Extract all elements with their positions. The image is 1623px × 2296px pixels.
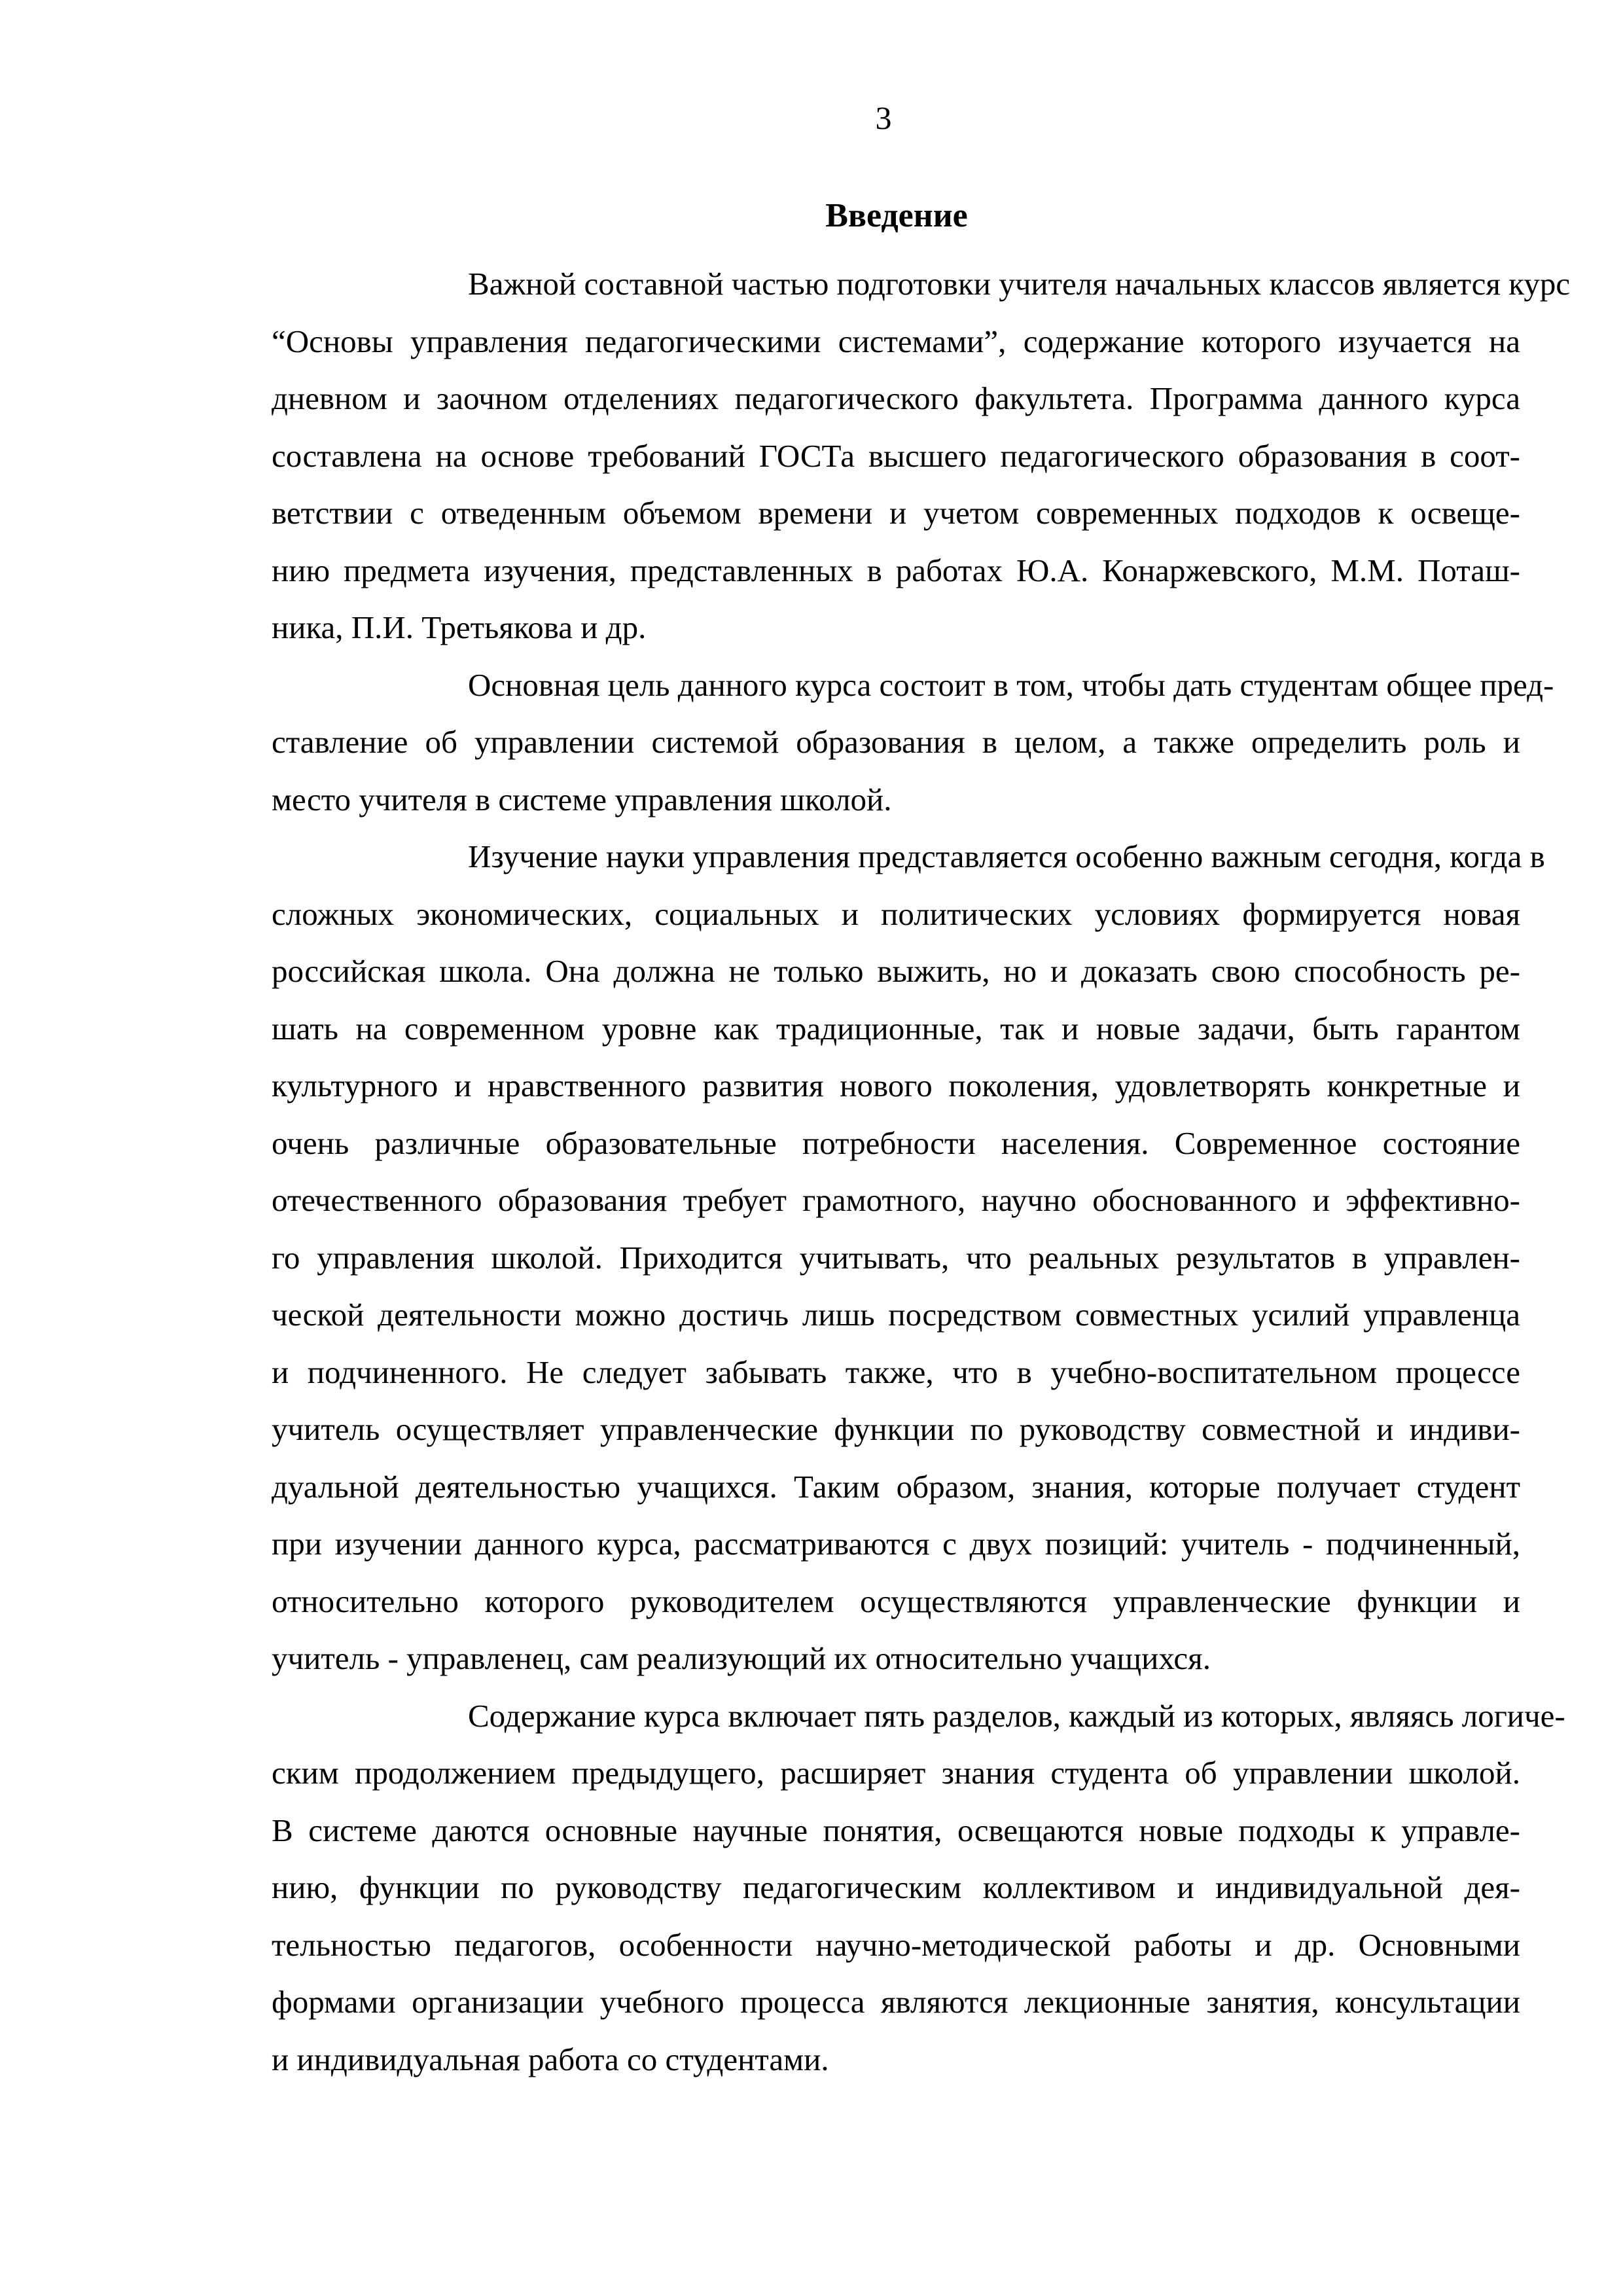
text-line: нию, функции по руководству педагогическим коллективом и индивидуальной дея- — [272, 1869, 1520, 1905]
text-line: ветствии с отведенным объемом времени и учетом современных подходов к освеще- — [272, 495, 1520, 531]
text-line: Содержание курса включает пять разделов, каждый из которых, являясь логиче- — [468, 1697, 1565, 1734]
text-line: и индивидуальная работа со студентами. — [272, 2041, 829, 2077]
text-line: Изучение науки управления представляется особенно важным сегодня, когда в — [468, 838, 1545, 874]
text-line: дуальной деятельностью учащихся. Таким образом, знания, которые получает студент — [272, 1468, 1520, 1505]
text-line: дневном и заочном отделениях педагогического факультета. Программа данного курса — [272, 380, 1520, 416]
text-line: ника, П.И. Третьякова и др. — [272, 609, 647, 645]
text-line: шать на современном уровне как традиционные, так и новые задачи, быть гарантом — [272, 1010, 1520, 1047]
text-line: ставление об управлении системой образования в целом, а также определить роль и — [272, 724, 1520, 760]
text-line: и подчиненного. Не следует забывать также, что в учебно-воспитательном процессе — [272, 1354, 1520, 1390]
text-line: “Основы управления педагогическими системами”, содержание которого изучается на — [272, 323, 1520, 359]
paragraph-4 — [272, 1687, 1565, 2089]
paragraph-2 — [272, 656, 1554, 829]
page-title: Введение — [825, 197, 968, 234]
paragraph-3 — [272, 828, 1545, 1687]
text-line: сложных экономических, социальных и политических условиях формируется новая — [272, 895, 1520, 932]
paragraph-1 — [272, 255, 1571, 656]
text-line: составлена на основе требований ГОСТа высшего педагогического образования в соот- — [272, 437, 1520, 474]
text-line: формами организации учебного процесса являются лекционные занятия, консультации — [272, 1984, 1520, 2020]
text-line: го управления школой. Приходится учитывать, что реальных результатов в управлен- — [272, 1239, 1520, 1276]
text-line: Основная цель данного курса состоит в том, чтобы дать студентам общее пред- — [468, 666, 1554, 703]
text-line: ским продолжением предыдущего, расширяет знания студента об управлении школой. — [272, 1755, 1520, 1791]
text-line: В системе даются основные научные понятия, освещаются новые подходы к управле- — [272, 1812, 1520, 1848]
text-line: отечественного образования требует грамотного, научно обоснованного и эффективно- — [272, 1182, 1520, 1218]
text-line: культурного и нравственного развития нового поколения, удовлетворять конкретные и — [272, 1067, 1520, 1103]
text-line: очень различные образовательные потребности населения. Современное состояние — [272, 1124, 1520, 1161]
text-line: российская школа. Она должна не только выжить, но и доказать свою способность ре- — [272, 953, 1520, 989]
page-number: 3 — [875, 99, 892, 136]
text-line: тельностью педагогов, особенности научно-методической работы и др. Основными — [272, 1926, 1520, 1963]
text-line: нию предмета изучения, представленных в работах Ю.А. Конаржевского, М.М. Поташ- — [272, 552, 1520, 588]
text-line: учитель осуществляет управленческие функции по руководству совместной и индиви- — [272, 1411, 1520, 1447]
document-body — [272, 255, 1571, 2088]
text-line: место учителя в системе управления школой. — [272, 781, 892, 817]
text-line: ческой деятельности можно достичь лишь посредством совместных усилий управленца — [272, 1297, 1520, 1333]
text-line: относительно которого руководителем осуществляются управленческие функции и — [272, 1583, 1520, 1619]
text-line: при изучении данного курса, рассматриваются с двух позиций: учитель - подчиненный, — [272, 1526, 1520, 1562]
text-line: Важной составной частью подготовки учителя начальных классов является курс — [468, 266, 1571, 302]
text-line: учитель - управленец, сам реализующий их относительно учащихся. — [272, 1640, 1211, 1676]
